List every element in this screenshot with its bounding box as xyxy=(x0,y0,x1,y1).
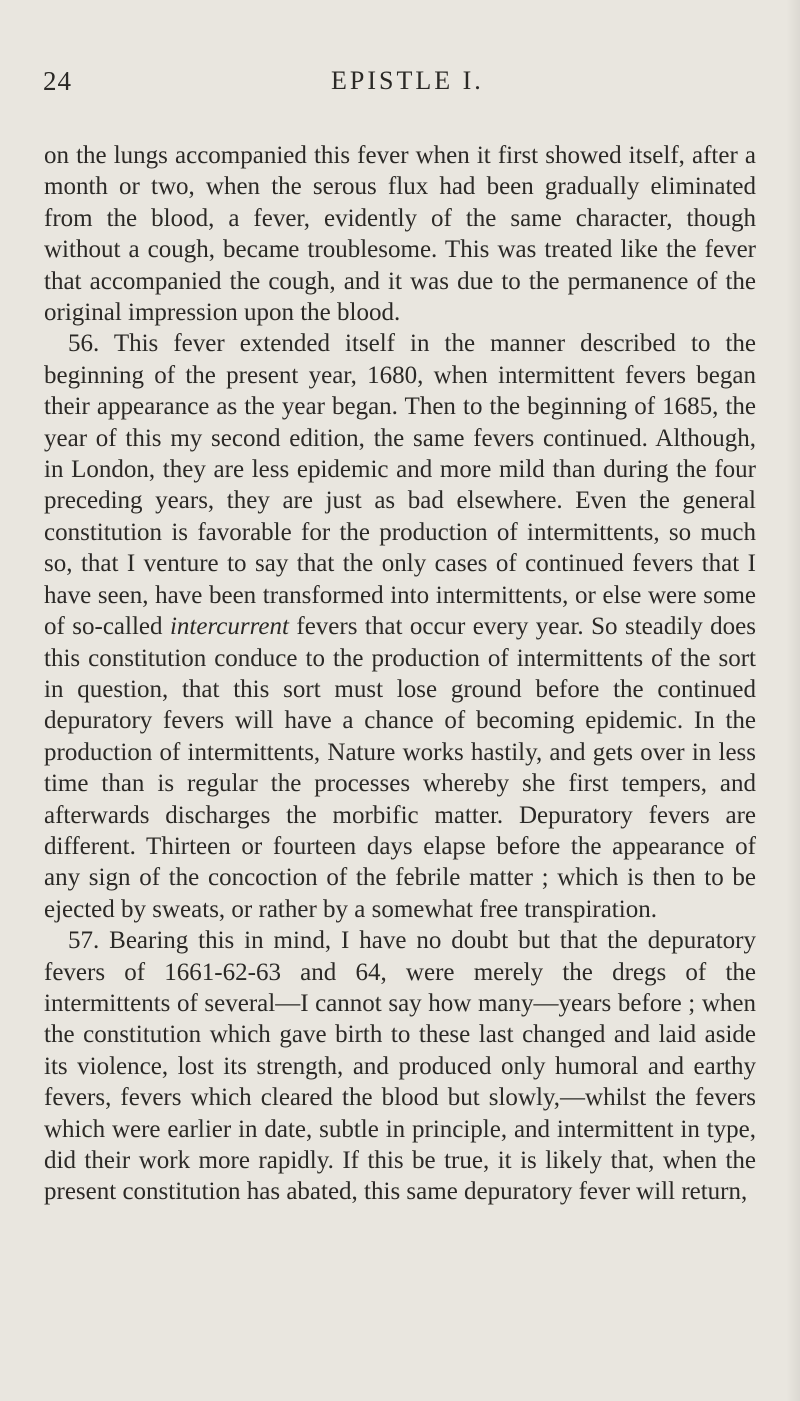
page-header xyxy=(43,66,753,106)
page-edge-shadow xyxy=(786,0,800,1401)
paragraph-57: 57. Bearing this in mind, I have no doubt but that the depuratory fevers of 1661-62-63 and 64, were merely the dregs of the intermittents of several—I cannot say how many—years before ; when the constitution which gave birth to these last changed and laid aside its violence, lost its strength, and produced only humoral and earthy fevers, fevers which cleared the blood but slowly,—whilst the fevers which were earlier in date, subtle in principle, and intermittent in type, did their work more rapidly. If this be true, it is likely that, when the present constitution has abated, this same depuratory fever will return, xyxy=(44,927,756,1206)
italic-term: intercurrent xyxy=(169,613,289,641)
paragraph-continuation: on the lungs accompanied this fever when it first showed itself, after a month or two, when the serous flux had been gradually eliminated from the blood, a fever, evidently of the same character, though without a cough, became troublesome. This was treated like the fever that accompanied the cough, and it was due to the permanence of the original impression upon the blood. xyxy=(44,142,756,327)
paragraph-56-text-end: fevers that occur every year. So steadily does this constitution conduce to the production of intermittents of the sort in question, that this sort must lose ground before the continued depuratory fevers will have a chance of becoming epidemic. In the production of intermittents, Nature works hastily, and gets over in less time than is regular the processes whereby she first tempers, and afterwards discharges the morbific matter. Depuratory fevers are different. Thirteen or fourteen days elapse before the appearance of any sign of the concoction of the febrile matter ; which is then to be ejected by sweats, or rather by a somewhat free transpiration. xyxy=(44,613,756,923)
paragraph-56-text-start: 56. This fever extended itself in the manner described to the beginning of the present year, 1680, when intermittent fevers began their appearance as the year began. Then to the beginning of 1685, the year of this my second edition, the same fevers continued. Although, in London, they are less epidemic and more mild than during the four preceding years, they are just as bad elsewhere. Even the general constitution is favorable for the production of intermittents, so much so, that I venture to say that the only cases of continued fevers that I have seen, have been transformed into intermittents, or else were some of so-called xyxy=(44,330,756,641)
paragraph-56 xyxy=(44,328,756,925)
page-number: 24 xyxy=(43,66,72,96)
running-head: EPISTLE I. xyxy=(331,66,484,95)
body-text xyxy=(44,140,756,1208)
